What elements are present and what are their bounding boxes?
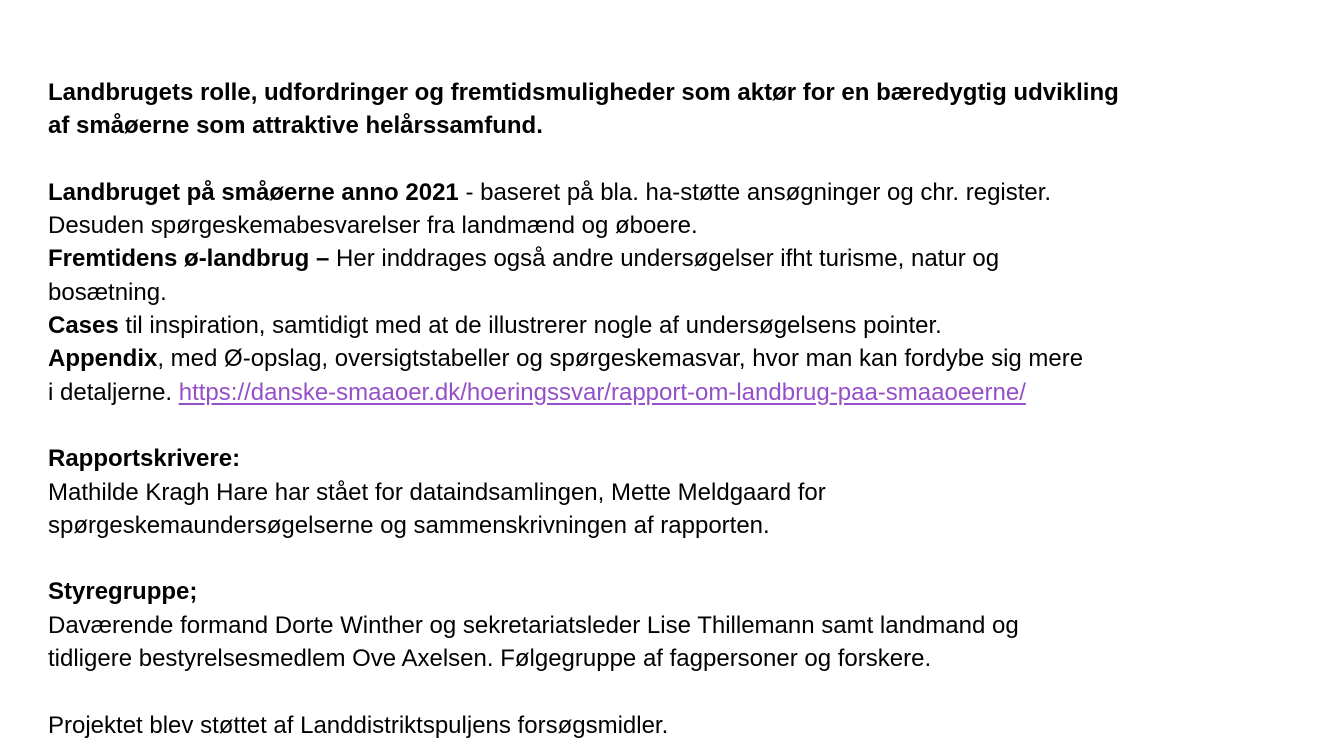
funding-line: Projektet blev støttet af Landdistriktspuljens forsøgsmidler. [48,711,669,739]
landbrug-description: - baseret på bla. ha-støtte ansøgninger og chr. register. [458,178,1052,206]
cases-paragraph [48,309,1148,342]
spacer [48,542,1148,575]
spacer [48,143,1148,176]
spacer [48,675,1148,708]
landbrug-line-2: Desuden spørgeskemabesvarelser fra landmænd og øboere. [48,212,698,240]
writers-line-2: spørgeskemaundersøgelserne og sammenskrivningen af rapporten. [48,511,770,539]
appendix-description: , med Ø-opslag, oversigtstabeller og spørgeskemasvar, hvor man kan fordybe sig mere [157,345,1084,373]
fremtid-paragraph [48,242,1148,275]
fremtid-heading: Fremtidens ø-landbrug – [48,245,330,273]
report-link[interactable]: https://danske-smaaoer.dk/hoeringssvar/rapport-om-landbrug-paa-smaaoeerne/ [178,378,1026,406]
cases-description: til inspiration, samtidigt med at de illustrerer nogle af undersøgelsens pointer. [118,312,942,340]
landbrug-heading: Landbruget på småøerne anno 2021 [48,178,459,206]
landbrug-paragraph [48,176,1148,209]
spacer [48,409,1148,442]
title-line-1: Landbrugets rolle, udfordringer og fremtidsmuligheder som aktør for en bæredygtig udvikling [48,79,1119,106]
steering-line-2: tidligere bestyrelsesmedlem Ove Axelsen. Følgegruppe af fagpersoner og forskere. [48,645,932,673]
steering-line-1: Daværende formand Dorte Winther og sekretariatsleder Lise Thillemann samt landmand og [48,611,1019,639]
title-line-2: af småøerne som attraktive helårssamfund. [48,112,543,140]
cases-heading: Cases [48,312,119,340]
appendix-heading: Appendix [48,345,158,373]
writers-line-1: Mathilde Kragh Hare har stået for dataindsamlingen, Mette Meldgaard for [48,478,826,506]
appendix-line-2 [48,376,1148,409]
appendix-paragraph [48,342,1148,375]
slide-text-body [48,76,1148,742]
appendix-line-2-text: i detaljerne. [48,378,179,406]
fremtid-description: Her inddrages også andre undersøgelser ifht turisme, natur og [329,245,1000,273]
steering-heading: Styregruppe; [48,578,198,606]
fremtid-line-2: bosætning. [48,278,167,306]
writers-heading: Rapportskrivere: [48,445,241,473]
